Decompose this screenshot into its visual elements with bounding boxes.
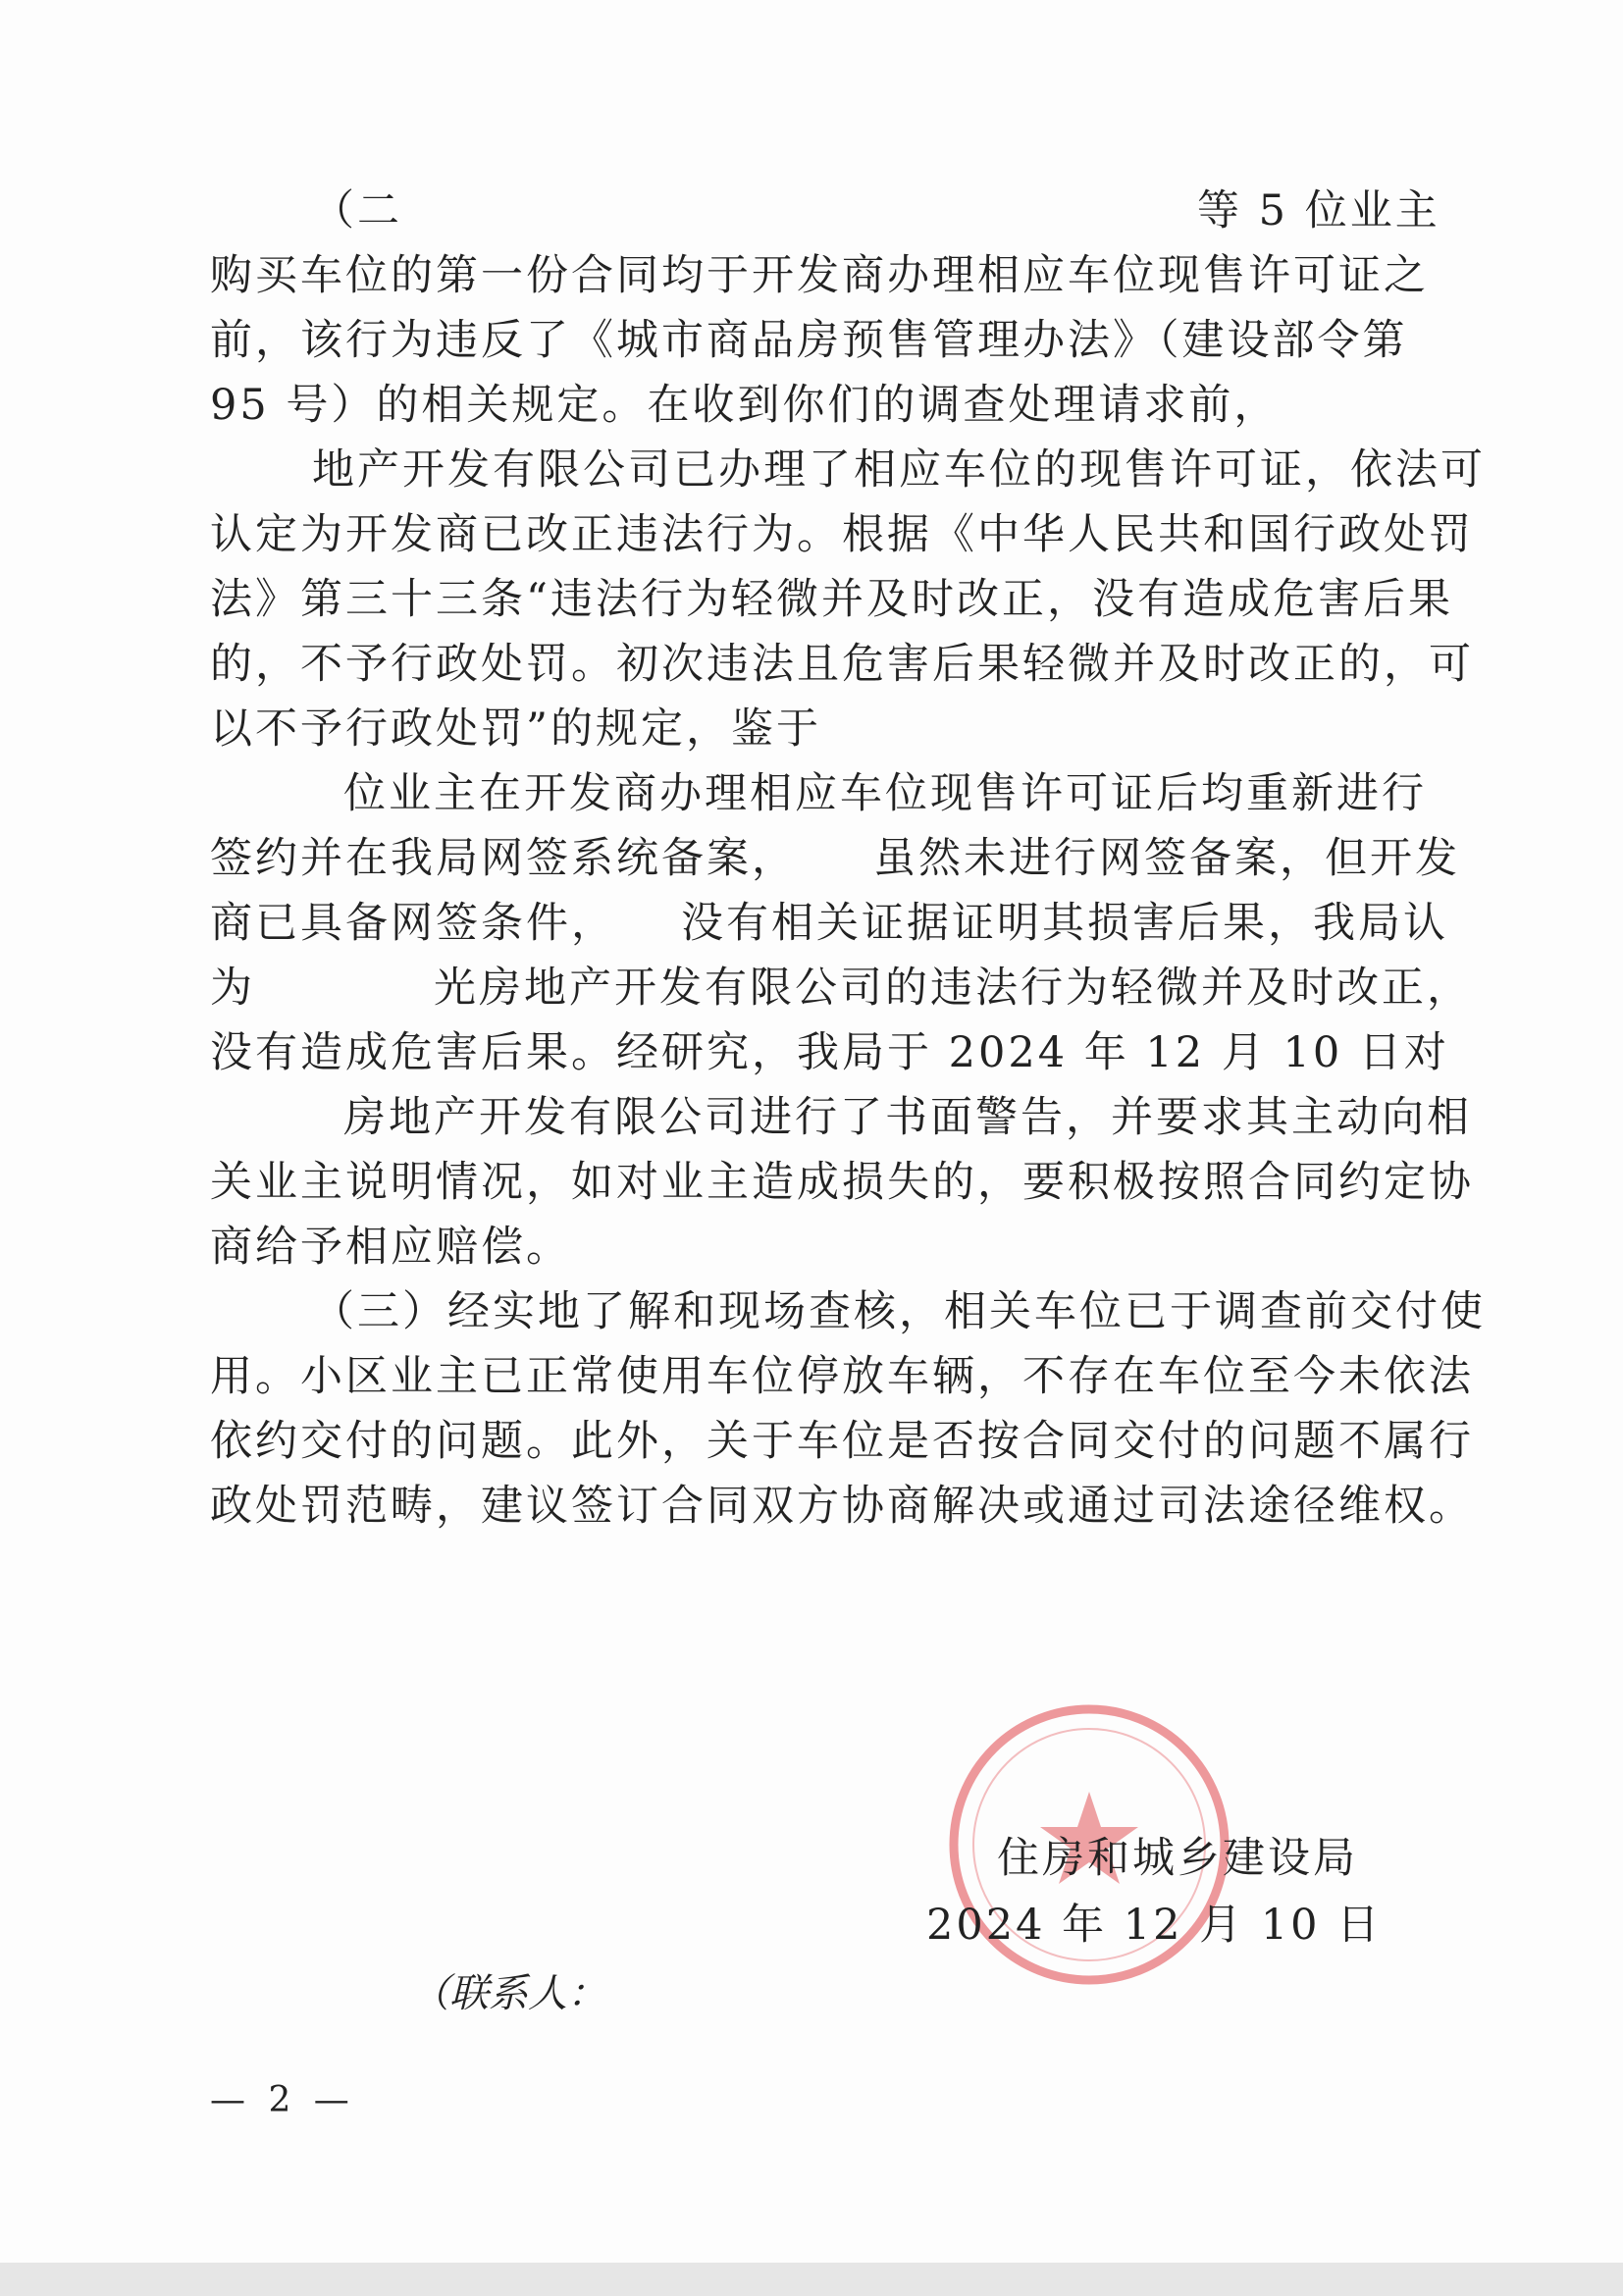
text-line: 地产开发有限公司已办理了相应车位的现售许可证，依法可 [312,445,1486,495]
scan-edge [0,2263,1623,2296]
text-line: 以不予行政处罚”的规定，鉴于 [210,704,821,754]
signature-date: 2024 年 12 月 10 日 [926,1901,1383,1950]
text-segment: 签约并在我局网签系统备案， [210,834,797,883]
text-line: 没有造成危害后果。经研究，我局于 2024 年 12 月 10 日对 [210,1028,1449,1077]
page-number: — 2 — [210,2080,355,2120]
text-segment: 虽然未进行网签备案，但开发 [873,834,1460,883]
text-line: 的，不予行政处罚。初次违法且危害后果轻微并及时改正的，可 [210,640,1474,689]
text-segment: （二 [312,186,402,235]
text-line: 关业主说明情况，如对业主造成损失的，要积极按照合同约定协 [210,1158,1474,1207]
text-segment: 等 5 位业主 [1197,186,1440,235]
text-line: 房地产开发有限公司进行了书面警告，并要求其主动向相 [343,1093,1472,1142]
text-line: （三）经实地了解和现场查核，相关车位已于调查前交付使 [312,1287,1486,1336]
text-segment: 为 [210,964,255,1013]
text-line: 位业主在开发商办理相应车位现售许可证后均重新进行 [343,769,1427,818]
text-line: 法》第三十三条“违法行为轻微并及时改正，没有造成危害后果 [210,575,1453,624]
text-line: 购买车位的第一份合同均于开发商办理相应车位现售许可证之 [210,251,1429,300]
text-line [210,891,1448,956]
text-line: 前，该行为违反了《城市商品房预售管理办法》（建设部令第 [210,316,1408,365]
contact-label: （联系人： [410,1971,606,2016]
text-line [210,956,1472,1020]
text-line: 政处罚范畴，建议签订合同双方协商解决或通过司法途径维权。 [210,1482,1474,1531]
text-line [210,826,1460,891]
signature-organization: 住房和城乡建设局 [997,1834,1358,1883]
text-segment: 光房地产开发有限公司的违法行为轻微并及时改正， [434,964,1472,1013]
text-line: 依约交付的问题。此外，关于车位是否按合同交付的问题不属行 [210,1417,1474,1466]
text-line: 商给予相应赔偿。 [210,1223,571,1272]
text-segment: 商已具备网签条件， [210,899,616,948]
text-line [312,179,1525,243]
text-segment: 没有相关证据证明其损害后果，我局认 [681,899,1448,948]
text-line: 认定为开发商已改正违法行为。根据《中华人民共和国行政处罚 [210,510,1474,559]
text-line: 用。小区业主已正常使用车位停放车辆，不存在车位至今未依法 [210,1352,1474,1401]
text-line: 95 号）的相关规定。在收到你们的调查处理请求前， [210,381,1280,430]
